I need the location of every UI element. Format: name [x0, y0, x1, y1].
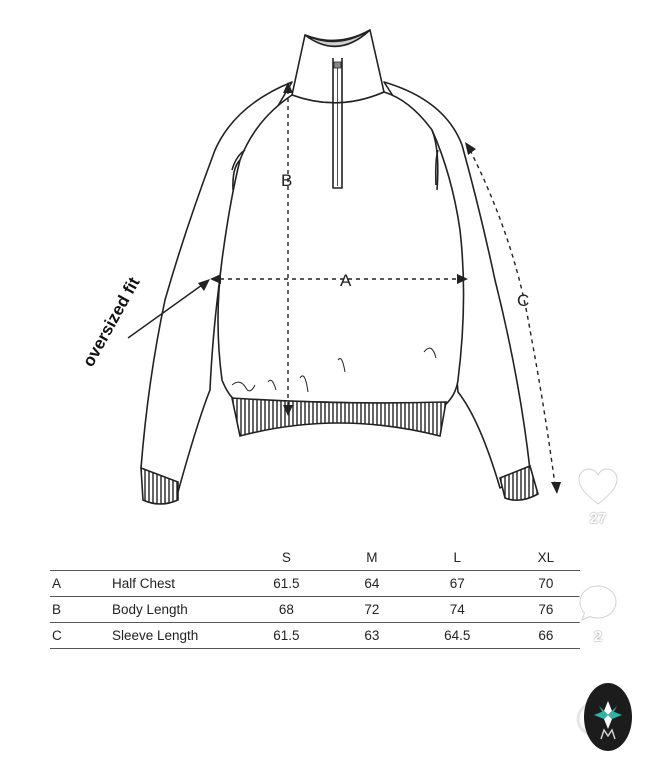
comment-icon [576, 582, 620, 626]
like-button[interactable] [570, 466, 626, 527]
heart-icon [575, 466, 621, 508]
cell-value: 64 [341, 571, 403, 597]
row-name: Sleeve Length [112, 623, 232, 649]
comment-button[interactable] [570, 582, 626, 645]
cell-value: 66 [512, 623, 580, 649]
size-chart-table [50, 545, 580, 649]
row-name: Body Length [112, 597, 232, 623]
cell-value: 64.5 [403, 623, 512, 649]
cell-value: 61.5 [232, 571, 341, 597]
creator-avatar[interactable] [584, 683, 632, 751]
cell-value: 68 [232, 597, 341, 623]
cell-value: 72 [341, 597, 403, 623]
size-header-s: S [281, 550, 291, 565]
table-row [50, 623, 580, 649]
header-spacer [50, 545, 112, 571]
row-key: A [50, 571, 112, 597]
table-row [50, 597, 580, 623]
row-key: B [50, 597, 112, 623]
like-count: 27 [589, 510, 607, 527]
size-header-row [50, 545, 580, 571]
comment-count: 2 [593, 628, 603, 645]
size-header-l: L [453, 550, 462, 565]
label-c: C [517, 291, 530, 310]
size-header-xl: XL [537, 550, 555, 565]
cell-value: 67 [403, 571, 512, 597]
oversized-fit-note: oversized fit [78, 273, 144, 370]
row-name: Half Chest [112, 571, 232, 597]
hem-rib [232, 398, 446, 436]
label-a: A [340, 271, 352, 290]
brand-logo-icon [584, 683, 632, 751]
cell-value: 61.5 [232, 623, 341, 649]
cell-value: 70 [512, 571, 580, 597]
label-b: B [281, 171, 293, 190]
row-key: C [50, 623, 112, 649]
size-header-m: M [366, 550, 378, 565]
cell-value: 74 [403, 597, 512, 623]
cell-value: 63 [341, 623, 403, 649]
header-spacer [112, 545, 232, 571]
cell-value: 76 [512, 597, 580, 623]
table-row [50, 571, 580, 597]
